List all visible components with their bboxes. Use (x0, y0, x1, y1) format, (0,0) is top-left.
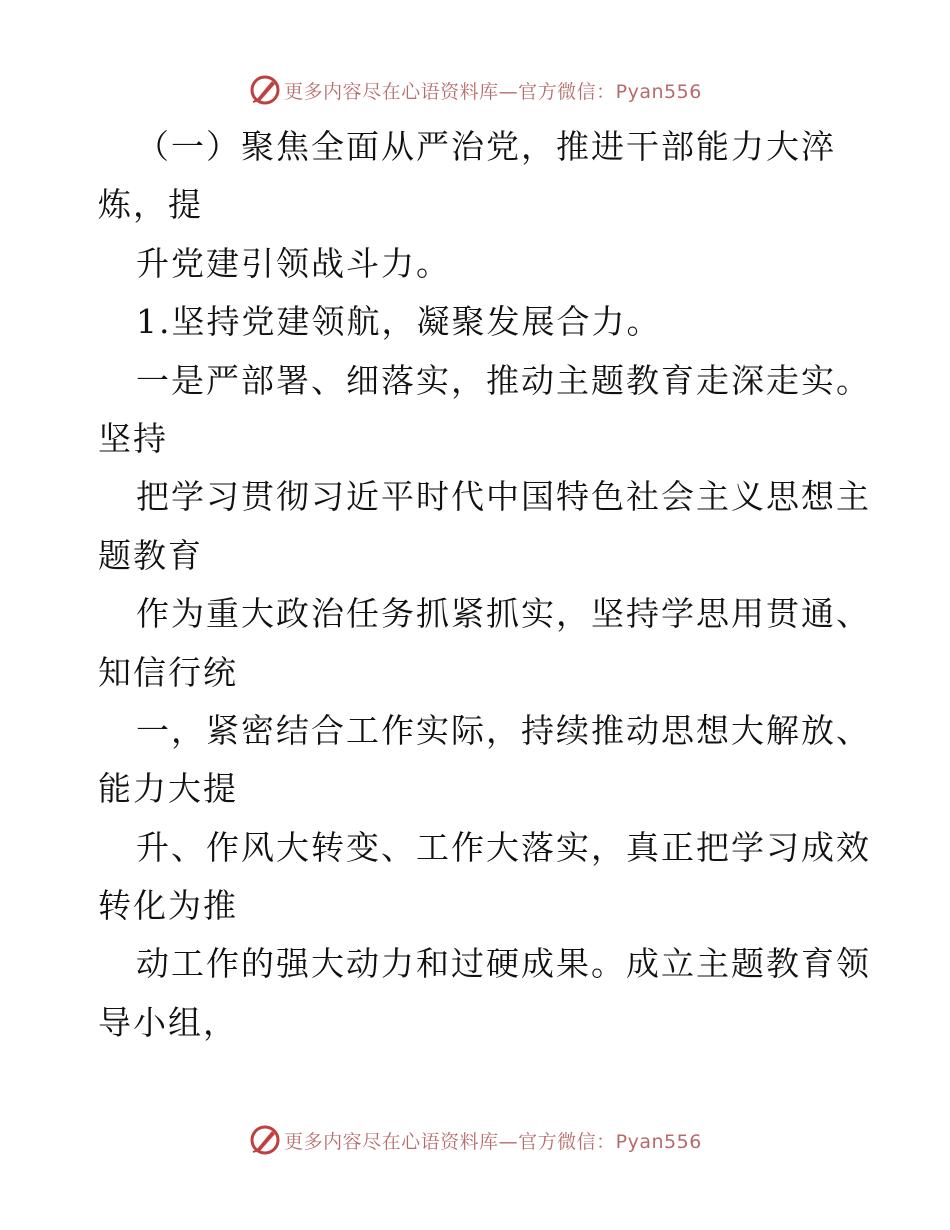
paragraph-line: 导小组， (98, 1002, 238, 1042)
paragraph-line: 坚持 (98, 418, 168, 458)
footer-watermark (0, 1122, 950, 1158)
paragraph-line: 1.坚持党建领航，凝聚发展合力。 (136, 302, 662, 342)
paragraph-line: 能力大提 (98, 769, 238, 809)
paragraph-line: 把学习贯彻习近平时代中国特色社会主义思想主 (136, 477, 871, 517)
paragraph-line: 题教育 (98, 535, 203, 575)
paragraph-line: 动工作的强大动力和过硬成果。成立主题教育领 (136, 944, 871, 984)
paragraph-line: 转化为推 (98, 886, 238, 926)
header-watermark-text: 更多内容尽在心语资料库—官方微信：Pyan556 (284, 80, 702, 103)
paragraph-line: 炼，提 (98, 185, 203, 225)
paragraph-line: 一，紧密结合工作实际，持续推动思想大解放、 (136, 710, 871, 750)
paragraph-line: 作为重大政治任务抓紧抓实，坚持学思用贯通、 (136, 594, 871, 634)
footer-watermark-text: 更多内容尽在心语资料库—官方微信：Pyan556 (284, 1130, 702, 1153)
quill-seal-icon (248, 73, 282, 107)
document-body (98, 118, 871, 1052)
paragraph-line: （一）聚焦全面从严治党，推进干部能力大淬 (136, 127, 836, 166)
paragraph-line: 一是严部署、细落实，推动主题教育走深走实。 (136, 360, 871, 400)
header-watermark (0, 72, 950, 108)
paragraph-line: 升党建引领战斗力。 (136, 243, 451, 283)
paragraph-line: 知信行统 (98, 652, 238, 692)
paragraph-line: 升、作风大转变、工作大落实，真正把学习成效 (136, 827, 871, 867)
quill-seal-icon (248, 1123, 282, 1157)
